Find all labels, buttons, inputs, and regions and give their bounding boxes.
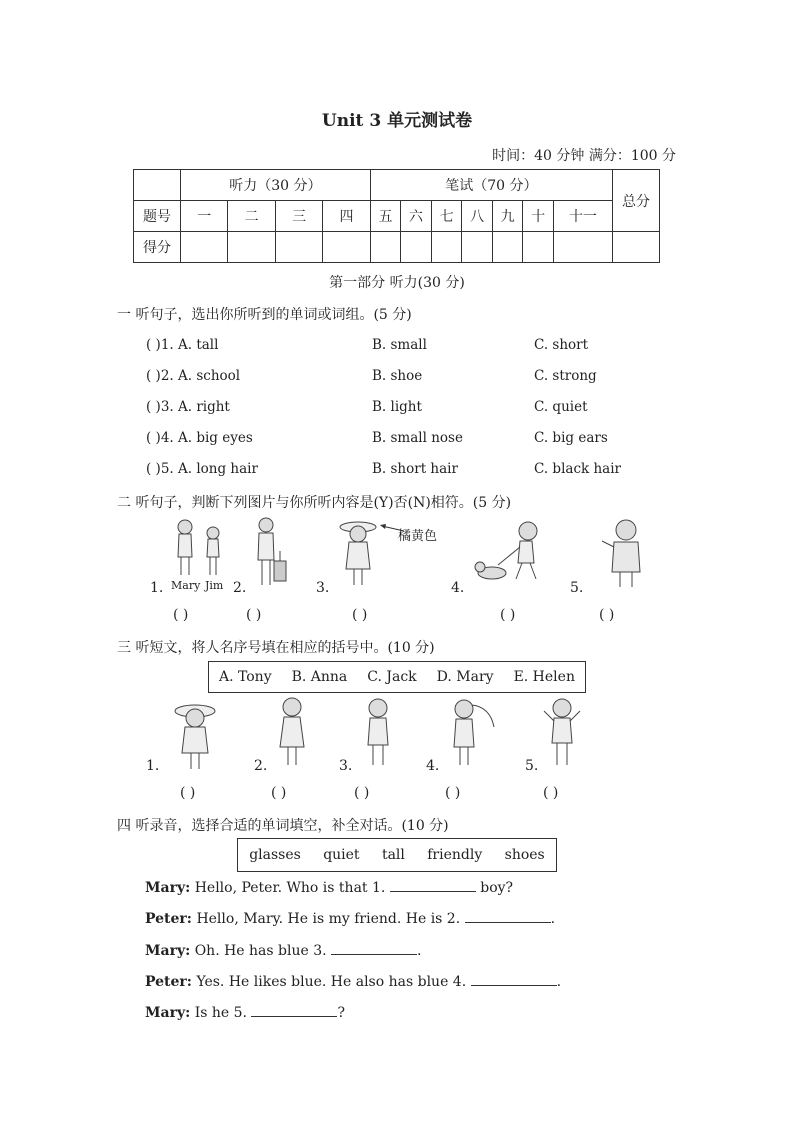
score-input-cell[interactable] (228, 232, 275, 263)
q2-answer-blank[interactable]: ( ) (500, 607, 516, 623)
q3-answer-blank[interactable]: ( ) (180, 785, 196, 801)
speaker: Mary: (145, 943, 191, 959)
dialogue-text: Yes. He likes blue. He also has blue 4. (196, 974, 467, 990)
q1-item-c[interactable]: C. black hair (534, 461, 621, 477)
q2-heading: 二 听句子，判断下列图片与你所听内容是(Y)否(N)相符。(5 分) (117, 495, 512, 511)
boy-walking-dog-illustration (470, 517, 550, 587)
dialogue-text-end: . (556, 974, 562, 990)
dialogue-line (145, 910, 555, 927)
time-score-line: 时间：40 分钟 满分：100 分 (492, 148, 676, 164)
q1-item-c[interactable]: C. short (534, 337, 589, 353)
dialogue-line (145, 973, 561, 990)
score-input-cell[interactable] (370, 232, 401, 263)
q1-item-a[interactable]: ( )2. A. school (146, 368, 241, 384)
q1-item-b[interactable]: B. short hair (372, 461, 458, 477)
q1-item-c[interactable]: C. big ears (534, 430, 608, 446)
name-option: C. Jack (367, 669, 417, 685)
score-input-cell[interactable] (553, 232, 612, 263)
boy-waving-illustration (540, 695, 585, 770)
dialogue-line (145, 879, 513, 896)
qnum-cell: 十 (523, 201, 554, 232)
girl-with-suitcase-illustration (250, 515, 295, 590)
q1-heading: 一 听句子，选出你所听到的单词或词组。(5 分) (117, 307, 412, 323)
blank-corner-cell (134, 170, 181, 201)
word-option: friendly (427, 847, 483, 863)
dialogue-text: Hello, Mary. He is my friend. He is 2. (196, 911, 461, 927)
q1-item-b[interactable]: B. light (372, 399, 422, 415)
q3-number: 3. (339, 758, 353, 774)
score-label: 得分 (134, 232, 181, 263)
dialogue-text-end: . (550, 911, 556, 927)
q3-number: 2. (254, 758, 268, 774)
dialogue-text: Is he 5. (194, 1005, 247, 1021)
q1-item-b[interactable]: B. small nose (372, 430, 463, 446)
score-input-cell[interactable] (523, 232, 554, 263)
q1-item-c[interactable]: C. quiet (534, 399, 588, 415)
q1-item-a[interactable]: ( )4. A. big eyes (146, 430, 253, 446)
qnum-cell: 一 (181, 201, 228, 232)
speaker: Peter: (145, 974, 192, 990)
speaker: Mary: (145, 1005, 191, 1021)
score-input-cell[interactable] (462, 232, 493, 263)
part-title: 第一部分 听力(30 分) (329, 275, 465, 291)
q3-number: 5. (525, 758, 539, 774)
q1-item-b[interactable]: B. shoe (372, 368, 423, 384)
q3-heading: 三 听短文，将人名序号填在相应的括号中。(10 分) (117, 640, 435, 656)
man-in-suit-illustration (598, 517, 648, 589)
fill-blank[interactable] (331, 942, 417, 955)
girl-with-sunhat-illustration (168, 697, 223, 772)
dialogue-line (145, 1004, 345, 1021)
q1-item-a[interactable]: ( )5. A. long hair (146, 461, 258, 477)
listening-header: 听力（30 分） (181, 170, 371, 201)
q1-item-b[interactable]: B. small (372, 337, 427, 353)
word-option: tall (381, 847, 405, 863)
q2-number: 5. (570, 580, 584, 596)
q1-item-a[interactable]: ( )1. A. tall (146, 337, 219, 353)
qnum-cell: 九 (492, 201, 523, 232)
q4-word-box (237, 838, 557, 872)
q3-answer-blank[interactable]: ( ) (445, 785, 461, 801)
girl-with-glasses-illustration (272, 695, 312, 770)
dialogue-text: Hello, Peter. Who is that 1. (194, 880, 386, 896)
dialogue-line (145, 942, 422, 959)
q3-answer-blank[interactable]: ( ) (271, 785, 287, 801)
q3-number: 1. (146, 758, 160, 774)
name-label-mary: Mary (171, 579, 201, 592)
word-option: glasses (249, 847, 301, 863)
page-title: Unit 3 单元测试卷 (321, 111, 473, 131)
qnum-cell: 七 (431, 201, 462, 232)
q2-number: 3. (316, 580, 330, 596)
speaker: Peter: (145, 911, 192, 927)
total-input-cell[interactable] (613, 232, 660, 263)
score-table (133, 169, 660, 263)
fill-blank[interactable] (471, 973, 557, 986)
name-label-jim: Jim (205, 579, 224, 592)
fill-blank[interactable] (251, 1004, 337, 1017)
qnum-cell: 五 (370, 201, 401, 232)
score-input-cell[interactable] (181, 232, 228, 263)
word-option: quiet (323, 847, 360, 863)
q1-item-c[interactable]: C. strong (534, 368, 597, 384)
girl-with-ponytail-illustration (444, 695, 499, 770)
name-option: B. Anna (291, 669, 348, 685)
q4-heading: 四 听录音，选择合适的单词填空，补全对话。(10 分) (117, 818, 449, 834)
qnum-cell: 三 (275, 201, 322, 232)
q2-answer-blank[interactable]: ( ) (352, 607, 368, 623)
qnum-cell: 六 (401, 201, 432, 232)
color-callout: 橘黄色 (398, 529, 438, 544)
qnum-cell: 八 (462, 201, 493, 232)
q2-number: 2. (233, 580, 247, 596)
q2-number: 1. (150, 580, 164, 596)
q3-answer-blank[interactable]: ( ) (354, 785, 370, 801)
dialogue-text-end: boy? (480, 880, 514, 896)
qnum-cell: 十一 (553, 201, 612, 232)
q2-answer-blank[interactable]: ( ) (599, 607, 615, 623)
score-input-cell[interactable] (323, 232, 370, 263)
q1-item-a[interactable]: ( )3. A. right (146, 399, 230, 415)
dialogue-text-end: ? (337, 1005, 345, 1021)
qnum-cell: 二 (228, 201, 275, 232)
q2-number: 4. (451, 580, 465, 596)
dialogue-text-end: . (417, 943, 422, 959)
q2-answer-blank[interactable]: ( ) (246, 607, 262, 623)
speaker: Mary: (145, 880, 191, 896)
score-input-cell[interactable] (431, 232, 462, 263)
name-option: A. Tony (218, 669, 272, 685)
name-option: E. Helen (513, 669, 575, 685)
total-header: 总分 (613, 170, 660, 232)
fill-blank[interactable] (390, 879, 476, 892)
q2-answer-blank[interactable]: ( ) (173, 607, 189, 623)
word-option: shoes (504, 847, 545, 863)
fill-blank[interactable] (465, 910, 551, 923)
name-option: D. Mary (436, 669, 494, 685)
qnum-label: 题号 (134, 201, 181, 232)
q3-answer-blank[interactable]: ( ) (543, 785, 559, 801)
score-input-cell[interactable] (275, 232, 322, 263)
girl-with-hat-illustration (334, 517, 384, 587)
dialogue-text: Oh. He has blue 3. (194, 943, 327, 959)
boy-with-cap-illustration (358, 695, 398, 770)
score-input-cell[interactable] (492, 232, 523, 263)
q3-name-box (208, 661, 586, 693)
q3-number: 4. (426, 758, 440, 774)
score-input-cell[interactable] (401, 232, 432, 263)
qnum-cell: 四 (323, 201, 370, 232)
writing-header: 笔试（70 分） (370, 170, 612, 201)
two-children-illustration (168, 517, 228, 587)
